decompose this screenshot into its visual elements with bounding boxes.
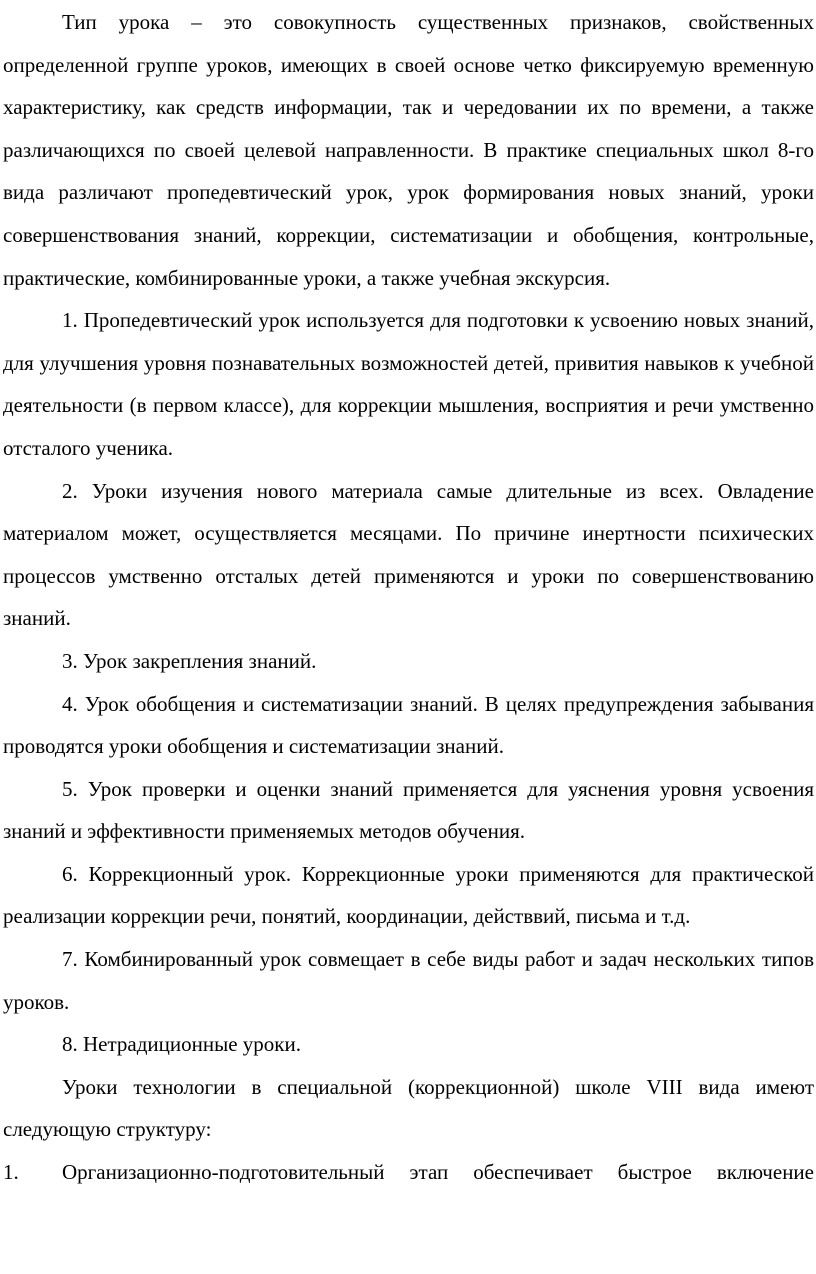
- lesson-type-6: 6. Коррекционный урок. Коррекционные уроки применяются для практической реализации коррекции речи, понятий, координации, действвий, письма и т.д.: [3, 861, 814, 929]
- lesson-type-3: 3. Урок закрепления знаний.: [62, 648, 317, 673]
- lesson-type-5: 5. Урок проверки и оценки знаний применяется для уяснения уровня усвоения знаний и эффективности применяемых методов обучения.: [3, 776, 814, 844]
- lesson-type-4: 4. Урок обобщения и систематизации знаний. В целях предупреждения забывания проводятся уроки обобщения и систематизации знаний.: [3, 691, 814, 759]
- structure-item-text: Организационно-подготовительный этап обеспечивает быстрое включение: [62, 1160, 814, 1185]
- lesson-type-7: 7. Комбинированный урок совмещает в себе виды работ и задач нескольких типов уроков.: [3, 947, 814, 1014]
- structure-item-1: [3, 1151, 814, 1194]
- lesson-type-1: 1. Пропедевтический урок используется для подготовки к усвоению новых знаний, для улучшения уровня познавательных возможностей детей, привития навыков к учебной деятельности (в первом классе), для коррекции мышления, восприятия и речи умственно отсталого ученика.: [3, 308, 814, 460]
- intro-paragraph: Тип урока – это совокупность существенных признаков, свойственных определенной группе уроков, имеющих в своей основе четко фиксируемую временную характеристику, как средств информации, так и чередовании их по времени, а также различающихся по своей целевой направленности. В практике специальных школ 8-го вида различают пропедевтический урок, урок формирования новых знаний, уроки совершенствования знаний, коррекции, систематизации и обобщения, контрольные, практические, комбинированные уроки, а также учебная экскурсия.: [3, 10, 814, 290]
- lesson-type-8: 8. Нетрадиционные уроки.: [62, 1032, 301, 1057]
- structure-item-number: 1.: [3, 1160, 19, 1185]
- structure-intro: Уроки технологии в специальной (коррекционной) школе VIII вида имеют следующую структуру:: [3, 1074, 814, 1142]
- lesson-type-2: 2. Уроки изучения нового материала самые длительные из всех. Овладение материалом может, осуществляется месяцами. По причине инертности психических процессов умственно отсталых детей применяются и уроки по совершенствованию знаний.: [3, 478, 814, 631]
